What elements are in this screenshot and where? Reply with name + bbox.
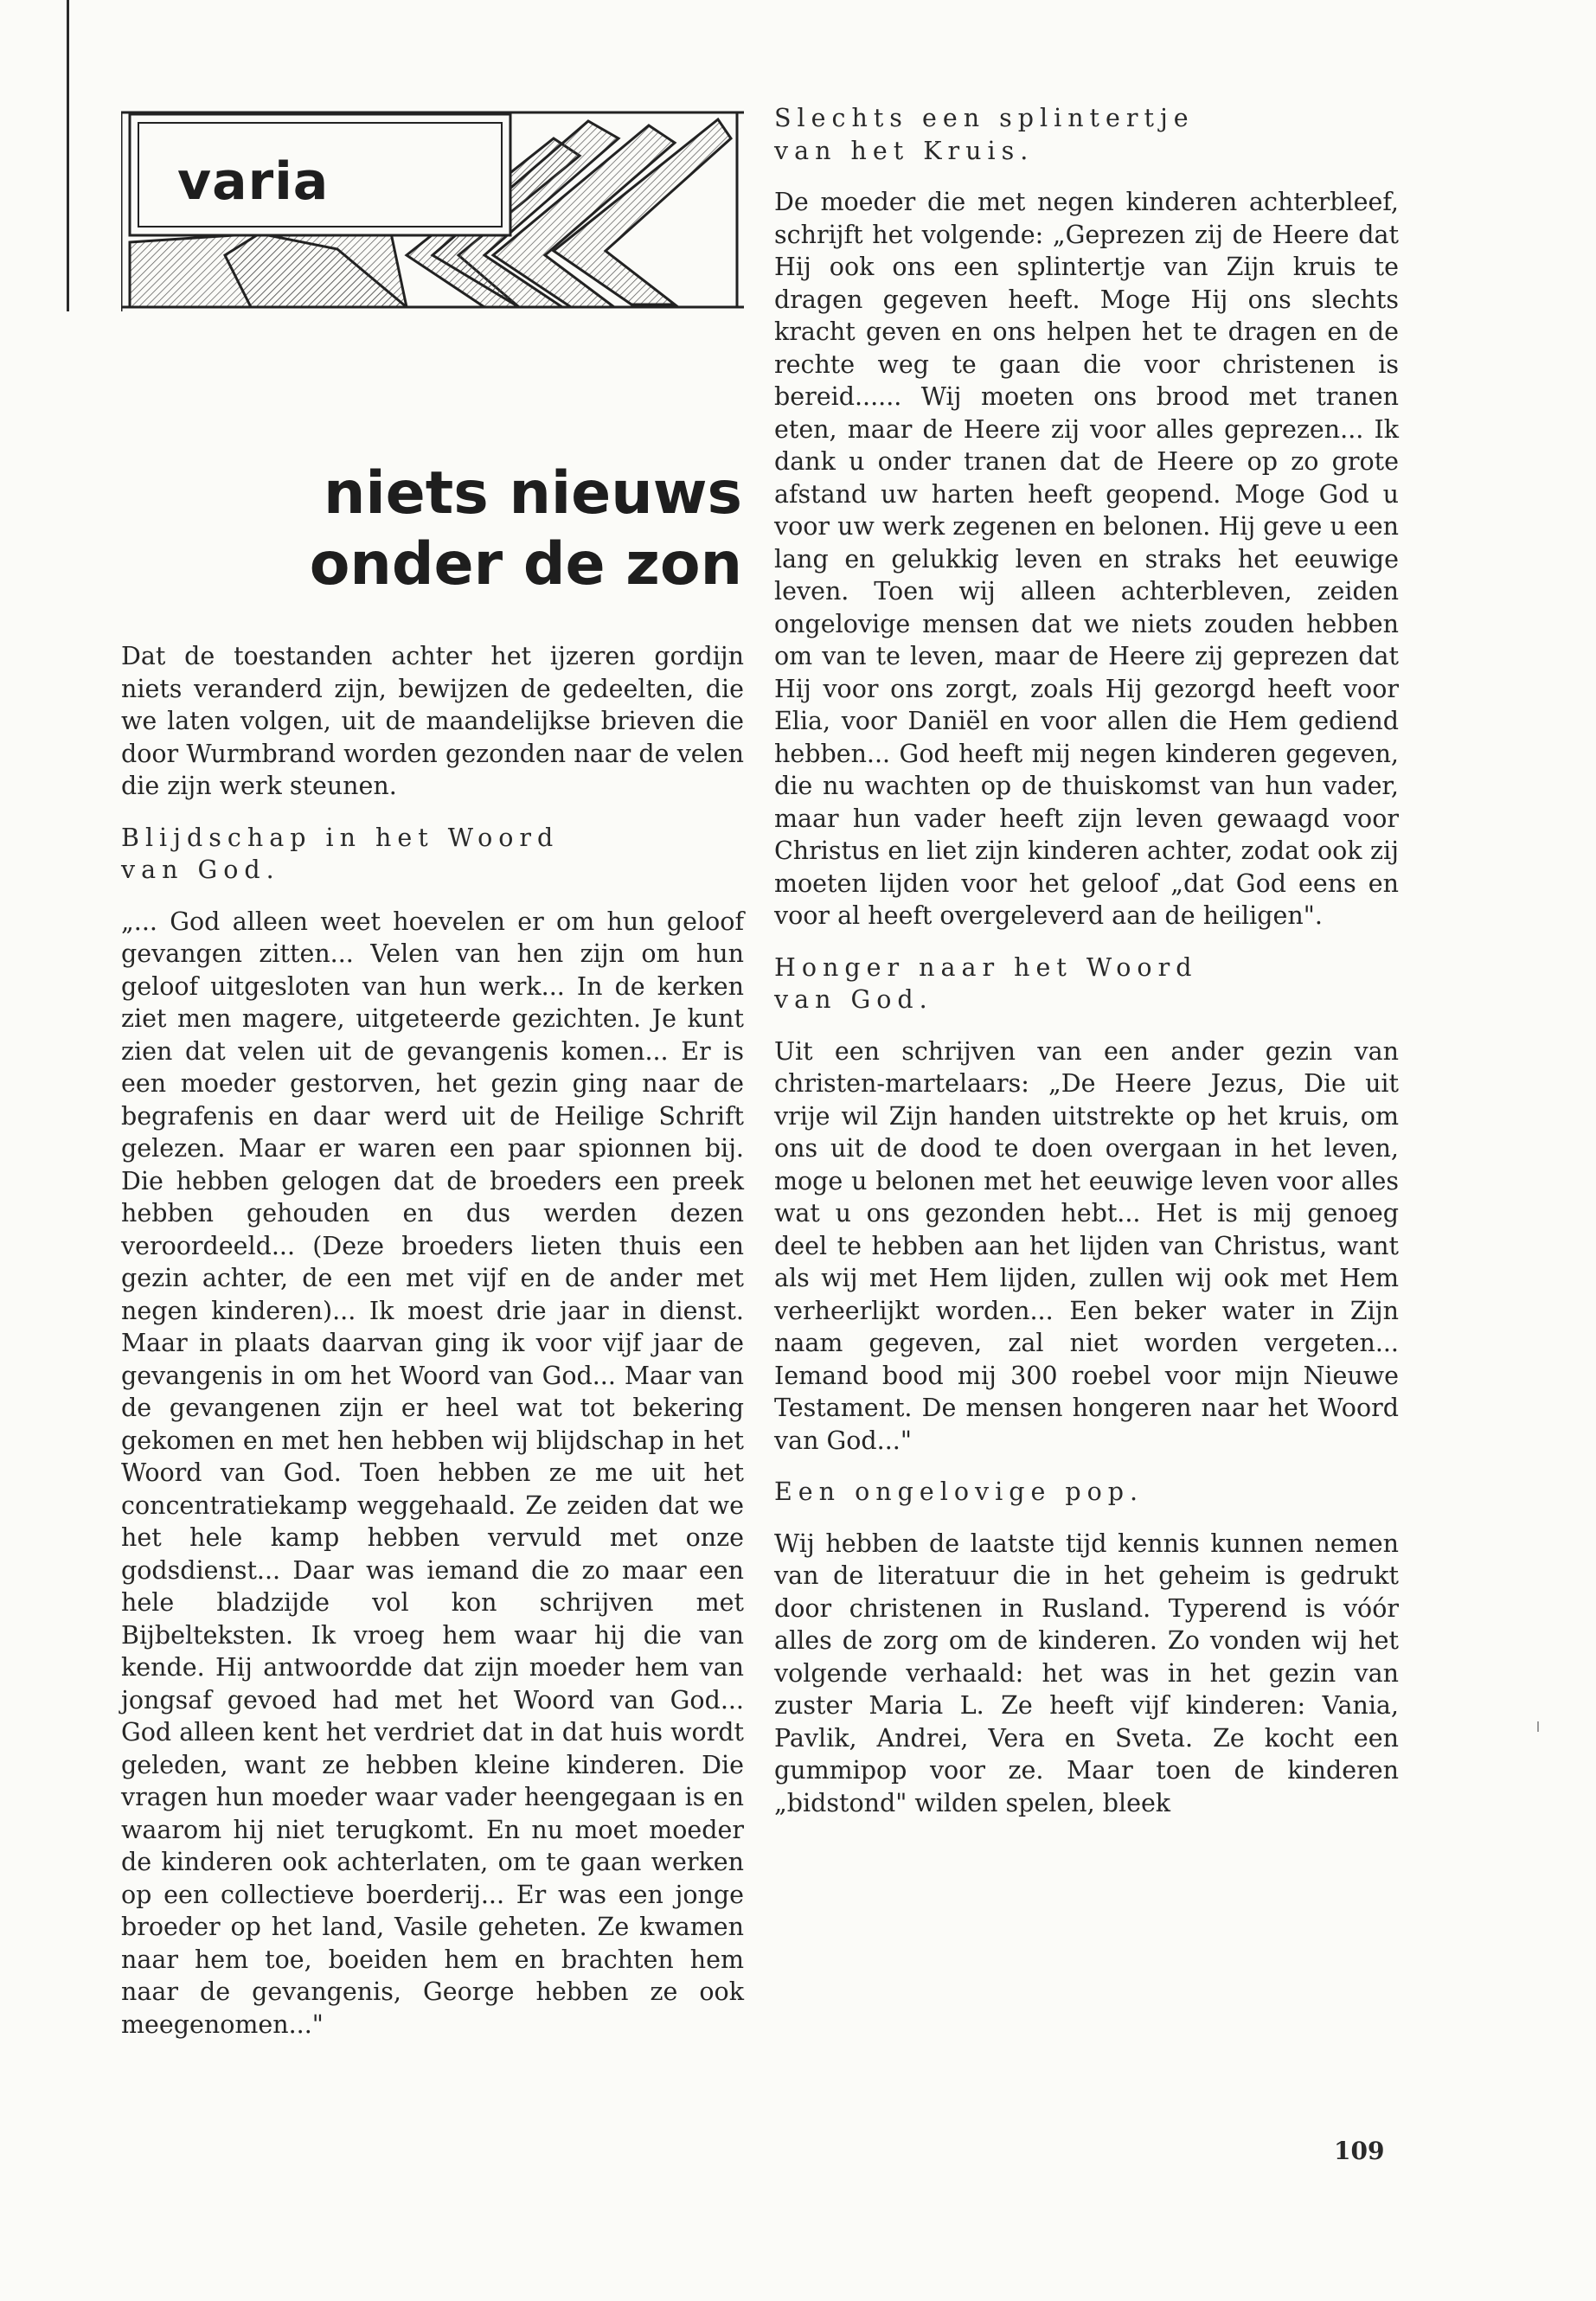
varia-header-graphic <box>121 104 744 311</box>
intro-paragraph: Dat de toestanden achter het ijzeren gordijn niets veranderd zijn, bewijzen de gedeelten, die we laten volgen, uit de maandelijkse brieven die door Wurmbrand worden gezonden naar de velen die zijn werk steunen. <box>121 642 744 800</box>
page-edge-line <box>67 0 69 311</box>
section-body-pop: Wij hebben de laatste tijd kennis kunnen nemen van de literatuur die in het geheim is gedrukt door christenen in Rusland. Typerend is vóór alles de zorg om de kinderen. Zo vonden wij het volgende verhaald: het was in het gezin van zuster Maria L. Ze heeft vijf kinderen: Vania, Pavlik, Andrei, Vera en Sveta. Ze kocht een gummipop voor ze. Maar toen de kinderen „bidstond" wilden spelen, bleek <box>774 1529 1399 1817</box>
section-body-blijdschap: „... God alleen weet hoevelen er om hun geloof gevangen zitten... Velen van hen zijn om hun geloof uitgesloten van hun werk... In de kerken ziet men magere, uitgeteerde gezichten. Je kunt zien dat velen uit de gevangenis komen... Er is een moeder gestorven, het gezin ging naar de begrafenis en daar werd uit de Heilige Schrift gelezen. Maar er waren een paar spionnen bij. Die hebben gelogen dat de broeders een preek hebben gehouden en dus werden dezen veroordeeld... (Deze broeders lieten thuis een gezin achter, de een met vijf en de ander met negen kinderen)... Ik moest drie jaar in dienst. Maar in plaats daarvan ging ik voor vijf jaar de gevangenis in om het Woord van God... Maar van de gevangenen zijn er heel wat tot bekering gekomen en met hen hebben wij blijdschap in het Woord van God. Toen hebben ze me uit het concentratiekamp weggehaald. Ze zeiden dat we het hele kamp hebben vervuld met onze godsdienst... Daar was iemand die zo maar een hele bladzijde vol kon schrijven met Bijbelteksten. Ik vroeg hem waar hij die van kende. Hij antwoordde dat zijn moeder hem van jongsaf gevoed had met het Woord van God... God alleen kent het verdriet dat in dat huis wordt geleden, want ze hebben kleine kinderen. Die vragen hun moeder waar vader heengegaan is en waarom hij niet terugkomt. En nu moet moeder de kinderen ook achterlaten, om te gaan werken op een collectieve boerderij... Er was een jonge broeder op het land, Vasile geheten. Ze kwamen naar hem toe, boeiden hem en brachten hem naar de gevangenis, George hebben ze ook meegenomen..." <box>121 907 744 2039</box>
heading-line-2: van God. <box>121 856 280 884</box>
section-heading-splintertje <box>774 102 1399 167</box>
heading-line-1: Slechts een splintertje <box>774 104 1195 132</box>
section-heading-pop: Een ongelovige pop. <box>774 1477 1144 1506</box>
right-column <box>774 102 1399 1819</box>
title-line-2: onder de zon <box>309 530 742 599</box>
section-heading-blijdschap <box>121 822 744 887</box>
page-number: 109 <box>1334 2137 1385 2165</box>
heading-line-1: Blijdschap in het Woord <box>121 823 560 852</box>
title-line-1: niets nieuws <box>323 459 742 528</box>
section-body-splintertje: De moeder die met negen kinderen achterbleef, schrijft het volgende: „Geprezen zij de Heere dat Hij ook ons een splintertje van Zijn kruis te dragen gegeven heeft. Moge Hij ons slechts kracht geven en ons helpen het te dragen en de rechte weg te gaan die voor christenen is bereid...... Wij moeten ons brood met tranen eten, maar de Heere zij voor alles geprezen... Ik dank u onder tranen dat de Heere op zo grote afstand uw harten heeft geopend. Moge God u voor uw werk zegenen en belonen. Hij geve u een lang en gelukkig leven en straks het eeuwige leven. Toen wij alleen achterbleven, zeiden ongelovige mensen dat we niets zouden hebben om van te leven, maar de Heere zij geprezen dat Hij voor ons zorgt, zoals Hij gezorgd heeft voor Elia, voor Daniël en voor allen die Hem gediend hebben... God heeft mij negen kinderen gegeven, die nu wachten op de thuiskomst van hun vader, maar hun vader heeft zijn leven gewaagd voor Christus en liet zijn kinderen achter, zodat ook zij moeten lijden voor het geloof „dat God eens en voor al heeft overgeleverd aan de heiligen". <box>774 188 1399 930</box>
section-body-honger: Uit een schrijven van een ander gezin van christen-martelaars: „De Heere Jezus, Die uit vrije wil Zijn handen uitstrekte op het kruis, om ons uit de dood te doen overgaan in het leven, moge u belonen met het eeuwige leven voor alles wat u ons gezonden hebt... Het is mij genoeg deel te hebben aan het lijden van Christus, want als wij met Hem lijden, zullen wij ook met Hem verheerlijkt worden... Een beker water in Zijn naam gegeven, zal niet worden vergeten... Iemand bood mij 300 roebel voor mijn Nieuwe Testament. De mensen hongeren naar het Woord van God..." <box>774 1036 1399 1455</box>
heading-line-2: van God. <box>774 985 933 1014</box>
heading-line-2: van het Kruis. <box>774 136 1035 165</box>
margin-mark <box>1537 1721 1539 1732</box>
heading-line-1: Honger naar het Woord <box>774 952 1198 982</box>
left-column <box>121 104 744 2041</box>
article-title <box>121 458 744 600</box>
section-heading-honger <box>774 952 1399 1016</box>
section-label-varia: varia <box>177 151 330 212</box>
